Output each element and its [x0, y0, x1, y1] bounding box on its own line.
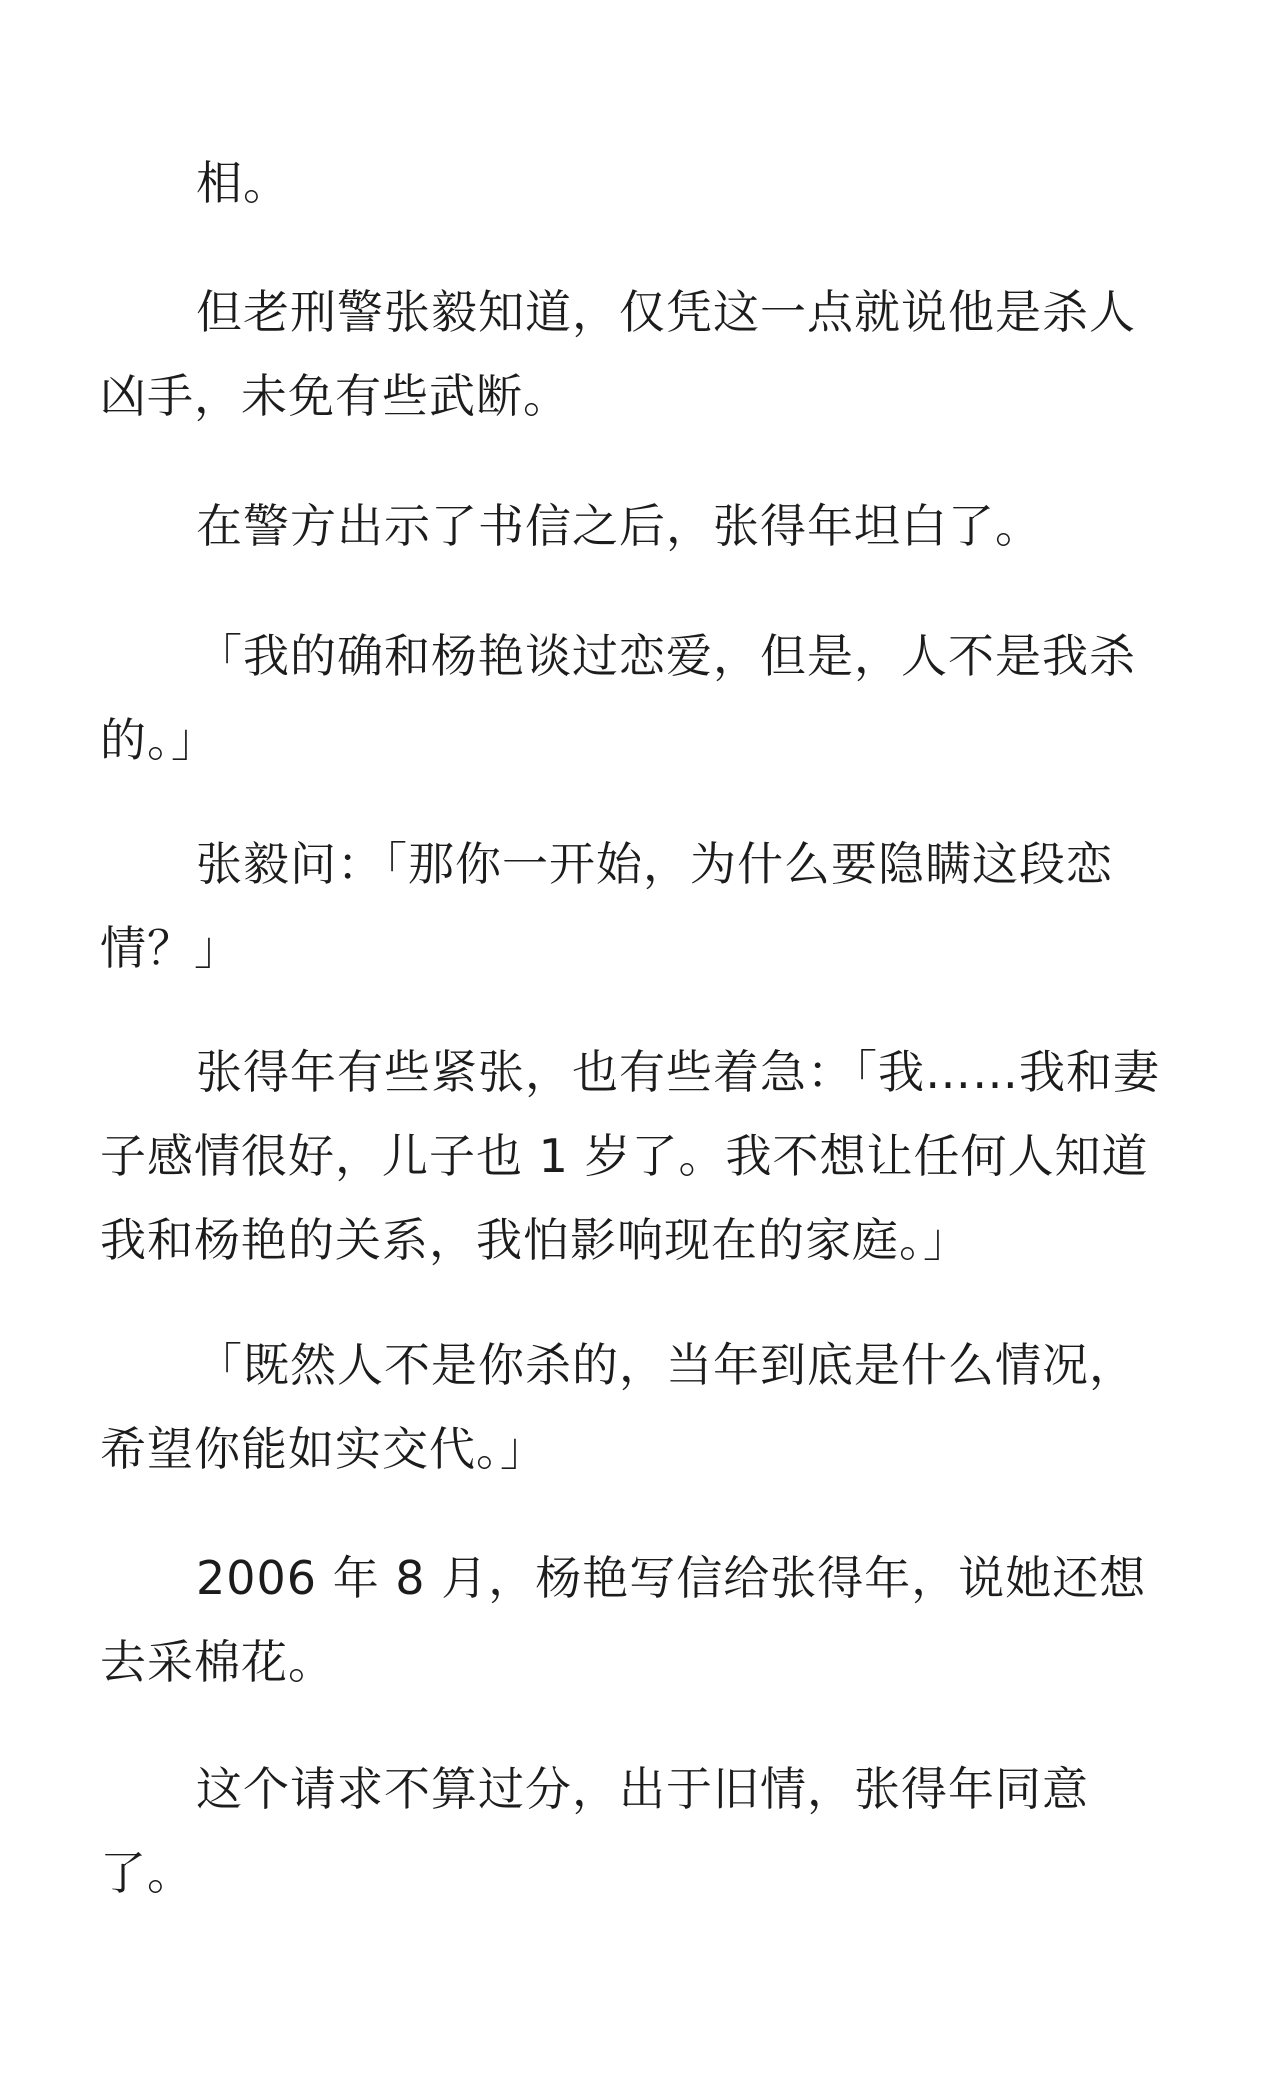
paragraph: 张毅问：「那你一开始，为什么要隐瞒这段恋情？」: [100, 837, 1113, 975]
paragraph: 「既然人不是你杀的，当年到底是什么情况，希望你能如实交代。」: [100, 1338, 1136, 1476]
paragraph: 2006 年 8 月，杨艳写信给张得年，说她还想去采棉花。: [100, 1551, 1147, 1689]
paragraph: 张得年有些紧张，也有些着急：「我……我和妻子感情很好，儿子也 1 岁了。我不想让任何人知道我和杨艳的关系，我怕影响现在的家庭。」: [100, 1045, 1160, 1267]
paragraph: 在警方出示了书信之后，张得年坦白了。: [196, 499, 1042, 553]
paragraph: 相。: [196, 156, 290, 210]
paragraph: 「我的确和杨艳谈过恋爱，但是，人不是我杀的。」: [100, 629, 1136, 767]
paragraph: 这个请求不算过分，出于旧情，张得年同意了。: [100, 1762, 1089, 1900]
paragraph: 但老刑警张毅知道，仅凭这一点就说他是杀人凶手，未免有些武断。: [100, 285, 1136, 423]
